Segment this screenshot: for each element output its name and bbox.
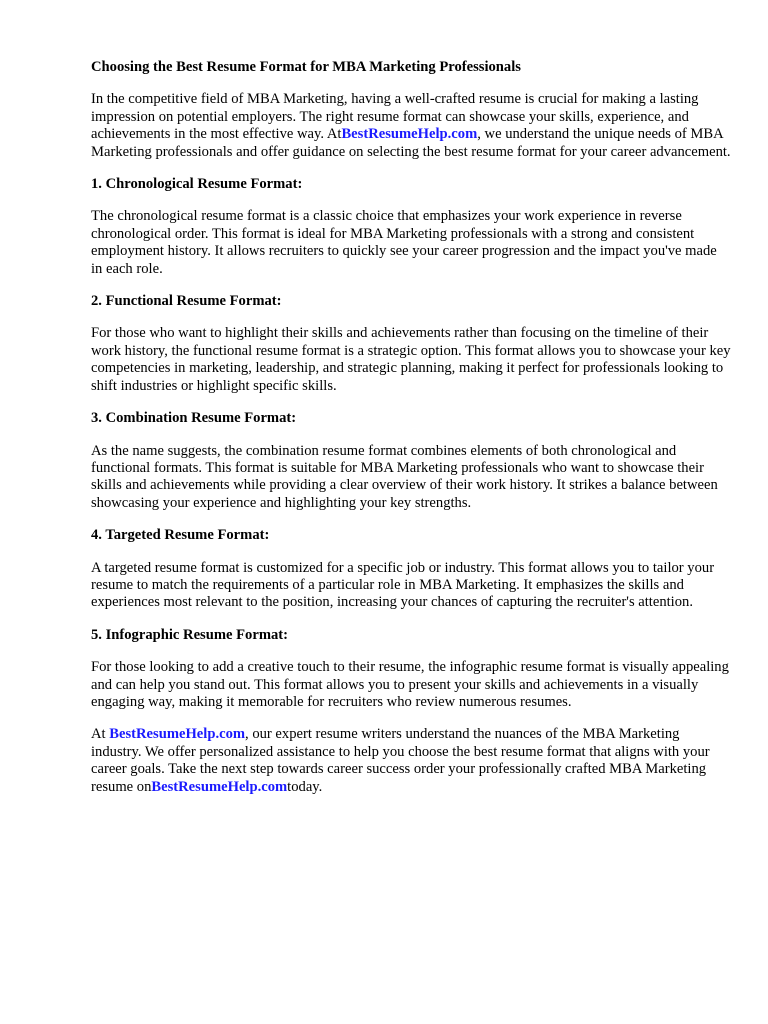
bestresumehelp-link[interactable]: BestResumeHelp.com — [151, 778, 288, 795]
document-page — [91, 59, 731, 811]
section-body-targeted: A targeted resume format is customized for a specific job or industry. This format allows you to tailor your resume to match the requirements of a particular role in MBA Marketing. It emphasizes the skills and experiences most relevant to the position, increasing your chances of capturing the recruiter's attention. — [91, 559, 715, 611]
section-heading-targeted: 4. Targeted Resume Format: — [91, 527, 270, 544]
bestresumehelp-link[interactable]: BestResumeHelp.com — [109, 726, 246, 743]
section-body-combination: As the name suggests, the combination resume format combines elements of both chronological and functional formats. This format is suitable for MBA Marketing professionals who want to showcase their skills and achievements while providing a clear overview of their work history. It strikes a balance between showcasing your experience and highlighting your key strengths. — [91, 442, 718, 511]
section-heading-chronological: 1. Chronological Resume Format: — [91, 176, 303, 193]
closing-paragraph — [91, 726, 731, 796]
section-heading-functional: 2. Functional Resume Format: — [91, 293, 282, 310]
section-body-infographic: For those looking to add a creative touch to their resume, the infographic resume format is visually appealing and can help you stand out. This format allows you to present your skills and achievements in a visually engaging way, making it memorable for recruiters who review numerous resumes. — [91, 659, 729, 710]
document-title: Choosing the Best Resume Format for MBA Marketing Professionals — [91, 59, 521, 75]
bestresumehelp-link[interactable]: BestResumeHelp.com — [341, 126, 478, 143]
section-body-chronological: The chronological resume format is a classic choice that emphasizes your work experience in reverse chronological order. This format is ideal for MBA Marketing professionals with a strong and consistent employment history. It allows recruiters to quickly see your career progression and the impact you've made in each role. — [91, 208, 717, 277]
closing-text: , our expert resume writers understand the nuances of the MBA Marketing industry. We offer personalized assistance to help you choose the best resume format that aligns with your career goals. Take the next step towards career success order your professionally crafted MBA Marketing resume on — [91, 726, 710, 795]
section-heading-infographic: 5. Infographic Resume Format: — [91, 626, 288, 643]
closing-at: At — [91, 726, 106, 743]
section-body-functional: For those who want to highlight their skills and achievements rather than focusing on the timeline of their work history, the functional resume format is a strategic option. This format allows you to showcase your key competencies in marketing, leadership, and strategic planning, making it perfect for professionals looking to shift industries or highlight specific skills. — [91, 325, 731, 394]
intro-text-before: In the competitive field of MBA Marketing, having a well-crafted resume is crucial for making a lasting impression on potential employers. The right resume format can showcase your skills, experience, and achievements in the most effective way. At — [91, 91, 699, 143]
closing-end: today. — [287, 778, 323, 795]
section-heading-combination: 3. Combination Resume Format: — [91, 410, 297, 427]
intro-text-after: , we understand the unique needs of MBA Marketing professionals and offer guidance on selecting the best resume format for your career advancement. — [91, 126, 731, 160]
intro-paragraph — [91, 91, 731, 161]
